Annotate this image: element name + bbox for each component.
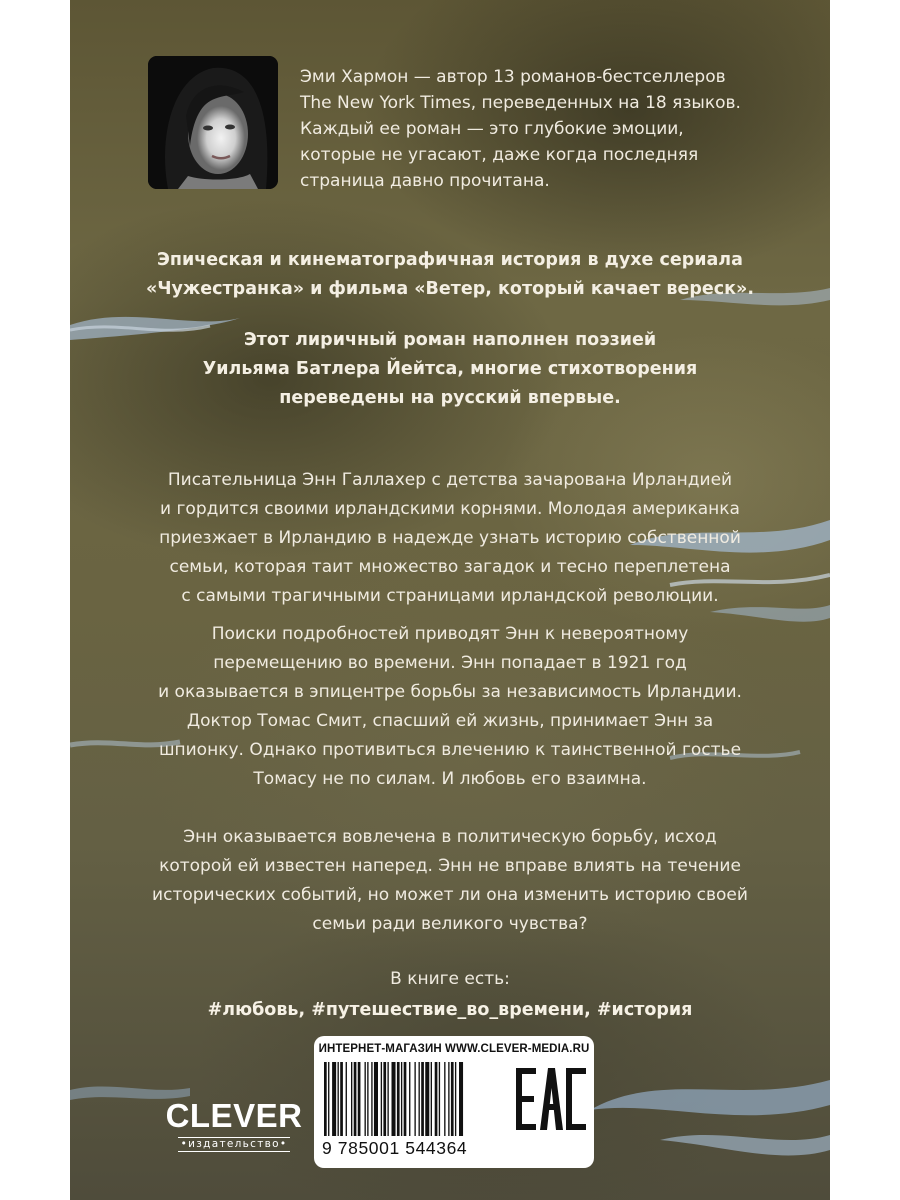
tags-intro: В книге есть:: [390, 969, 510, 989]
author-bio: [300, 64, 820, 194]
barcode-bar: [459, 1062, 463, 1136]
barcode-bar: [381, 1062, 382, 1136]
barcode-bar: [425, 1062, 429, 1136]
bio-line: Каждый ее роман — это глубокие эмоции,: [300, 119, 684, 139]
barcode-bar: [332, 1062, 336, 1136]
wave-stroke: [660, 1135, 830, 1155]
barcode-bar: [414, 1062, 415, 1136]
barcode-bar: [338, 1062, 339, 1136]
barcode-bar: [371, 1062, 372, 1136]
publisher-logo: [164, 1097, 304, 1152]
tagline-line: переведены на русский впервые.: [279, 388, 621, 408]
author-photo: [148, 56, 278, 189]
barcode-bar: [444, 1062, 445, 1136]
barcode-bar: [439, 1062, 440, 1136]
tagline-poetry: [70, 326, 830, 413]
bio-line: The New York Times, переведенных на 18 языков.: [300, 93, 741, 113]
description-line: исторических событий, но может ли она изменить историю своей: [152, 885, 748, 905]
wave-stroke: [590, 1080, 830, 1115]
barcode-bar: [324, 1062, 327, 1136]
isbn-number: 9 785001 544364: [322, 1138, 468, 1158]
barcode-bar: [358, 1062, 361, 1136]
tagline-line: Уильяма Батлера Йейтса, многие стихотворения: [202, 359, 698, 379]
description-line: Доктор Томас Смит, спасший ей жизнь, принимает Энн за: [186, 711, 714, 731]
description-paragraph-1: [70, 466, 830, 611]
publisher-name: CLEVER: [165, 1097, 303, 1134]
barcode-bar: [431, 1062, 432, 1136]
barcode-bar: [383, 1062, 386, 1136]
description-line: Томасу не по силам. И любовь его взаимна.: [253, 769, 647, 789]
shop-url: ИНТЕРНЕТ-МАГАЗИН WWW.CLEVER-MEDIA.RU: [318, 1043, 590, 1055]
tagline-line: «Чужестранка» и фильма «Ветер, который качает вереск».: [146, 279, 754, 299]
description-line: семьи, которая таит множество загадок и тесно переплетена: [169, 557, 731, 577]
bio-line: которые не угасают, даже когда последняя: [300, 145, 699, 165]
description-line: Энн оказывается вовлечена в политическую борьбу, исход: [183, 827, 717, 847]
tagline-epic: [70, 246, 830, 304]
bio-line: Эми Хармон — автор 13 романов-бестселлеров: [300, 67, 726, 87]
description-line: Писательница Энн Галлахер с детства зачарована Ирландией: [167, 470, 733, 490]
barcode-bar: [397, 1062, 400, 1136]
barcode-bar: [401, 1062, 402, 1136]
barcode-bar: [365, 1062, 366, 1136]
barcode-bars: [320, 1062, 520, 1140]
barcode-bar: [435, 1062, 438, 1136]
description-line: семьи ради великого чувства?: [312, 914, 588, 934]
description-paragraph-3: [70, 823, 830, 939]
barcode-bar: [354, 1062, 357, 1136]
description-line: с самыми трагичными страницами ирландской революции.: [181, 586, 719, 606]
description-line: Поиски подробностей приводят Энн к невероятному: [211, 624, 689, 644]
description-line: перемещению во времени. Энн попадает в 1921 год: [213, 653, 687, 673]
barcode-bar: [421, 1062, 424, 1136]
eac-certification-mark: [514, 1062, 588, 1136]
barcode-bar: [328, 1062, 329, 1136]
description-line: и гордится своими ирландскими корнями. Молодая американка: [160, 499, 740, 519]
barcode-bar: [387, 1062, 388, 1136]
barcode-panel: [314, 1036, 594, 1168]
barcode-bar: [367, 1062, 368, 1136]
barcode-bar: [419, 1062, 420, 1136]
barcode-bar: [346, 1062, 347, 1136]
description-paragraph-2: [70, 620, 830, 794]
bio-line: страница давно прочитана.: [300, 171, 550, 191]
barcode-bar: [455, 1062, 456, 1136]
description-line: и оказывается в эпицентре борьбы за независимость Ирландии.: [158, 682, 742, 702]
barcode-bar: [351, 1062, 352, 1136]
barcode-bar: [404, 1062, 407, 1136]
description-line: шпионку. Однако противиться влечению к таинственной гостье: [158, 740, 742, 760]
barcode-bar: [340, 1062, 343, 1136]
publisher-subtitle: •издательство•: [178, 1137, 291, 1152]
book-back-cover: [70, 0, 830, 1200]
barcode-bar: [448, 1062, 449, 1136]
tags-list: #любовь, #путешествие_во_времени, #история: [207, 1000, 693, 1020]
barcode-bar: [451, 1062, 454, 1136]
tagline-line: Эпическая и кинематографичная история в духе сериала: [157, 250, 743, 270]
barcode-bar: [392, 1062, 396, 1136]
barcode-bar: [409, 1062, 410, 1136]
description-line: приезжает в Ирландию в надежде узнать историю собственной: [159, 528, 741, 548]
barcode-bar: [374, 1062, 378, 1136]
tagline-line: Этот лиричный роман наполнен поэзией: [243, 330, 657, 350]
description-line: которой ей известен наперед. Энн не вправе влиять на течение: [159, 856, 741, 876]
